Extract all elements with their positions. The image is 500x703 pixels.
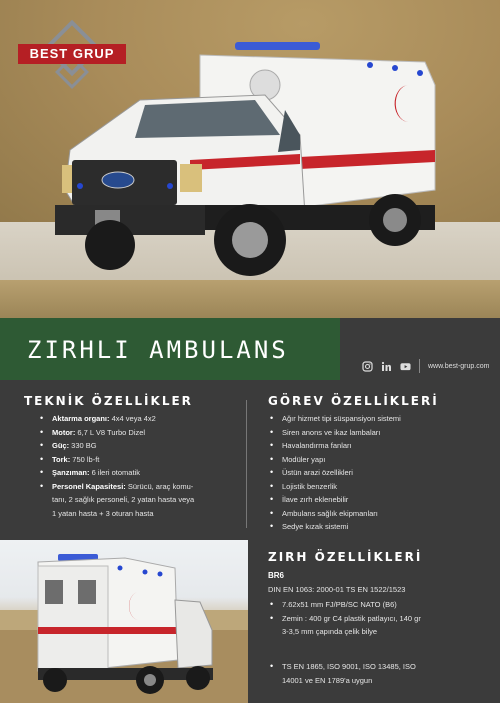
list-item: • Siren anons ve ikaz lambaları [268, 426, 488, 440]
zirh-standard: DIN EN 1063: 2000-01 TS EN 1522/1523 [268, 585, 406, 594]
instagram-icon[interactable] [362, 361, 373, 372]
list-item: • Ambulans sağlık ekipmanları [268, 507, 488, 521]
list-item: • 7.62x51 mm FJ/PB/SC NATO (B6) [268, 598, 488, 612]
column-divider [246, 400, 247, 528]
list-item: • Üstün arazi özellikleri [268, 466, 488, 480]
social-divider [419, 359, 420, 373]
cert-list [268, 660, 488, 687]
list-item: • Aktarma organı: 4x4 veya 4x2 [38, 412, 238, 426]
list-item: • Güç: 330 BG [38, 439, 238, 453]
zirh-list [268, 598, 488, 639]
youtube-icon[interactable] [400, 361, 411, 372]
logo-text: BEST GRUP [18, 44, 126, 64]
list-item: • TS EN 1865, ISO 9001, ISO 13485, ISO 14001 ve EN 1789'a uygun [268, 660, 488, 687]
list-item: • Modüler yapı [268, 453, 488, 467]
list-item: • Personel Kapasitesi: Sürücü, araç komu- tanı, 2 sağlık personeli, 2 yatan hasta veya 1 yatan hasta + 3 oturan hasta [38, 480, 238, 521]
website-link[interactable]: www.best-grup.com [428, 362, 490, 370]
list-item: • Ağır hizmet tipi süspansiyon sistemi [268, 412, 488, 426]
title-band [0, 318, 340, 380]
ambulance-rear-image [0, 540, 248, 703]
list-item: • Motor: 6,7 L V8 Turbo Dizel [38, 426, 238, 440]
ambulance-rear-photo [0, 540, 248, 703]
list-item: • Zemin : 400 gr C4 plastik patlayıcı, 140 gr 3-3,5 mm çapında çelik bilye [268, 612, 488, 639]
list-item: • Şanzıman: 6 ileri otomatik [38, 466, 238, 480]
list-item: • Lojistik benzerlik [268, 480, 488, 494]
zirh-subheading: BR6 [268, 571, 285, 580]
list-item: • Sedye kızak sistemi [268, 520, 488, 534]
gorev-list [268, 412, 488, 534]
list-item: • Havalandırma fanları [268, 439, 488, 453]
social-links [340, 352, 500, 380]
teknik-heading: TEKNİK ÖZELLİKLER [24, 394, 193, 408]
page-title: ZIRHLI AMBULANS [27, 336, 289, 364]
teknik-list [38, 412, 238, 520]
best-grup-logo [18, 20, 126, 90]
hero-photo [0, 0, 500, 318]
list-item: • Tork: 750 lb-ft [38, 453, 238, 467]
zirh-heading: ZIRH ÖZELLİKLERİ [268, 550, 423, 564]
linkedin-icon[interactable] [381, 361, 392, 372]
list-item: • İlave zırh eklenebilir [268, 493, 488, 507]
gorev-heading: GÖREV ÖZELLİKLERİ [268, 394, 439, 408]
